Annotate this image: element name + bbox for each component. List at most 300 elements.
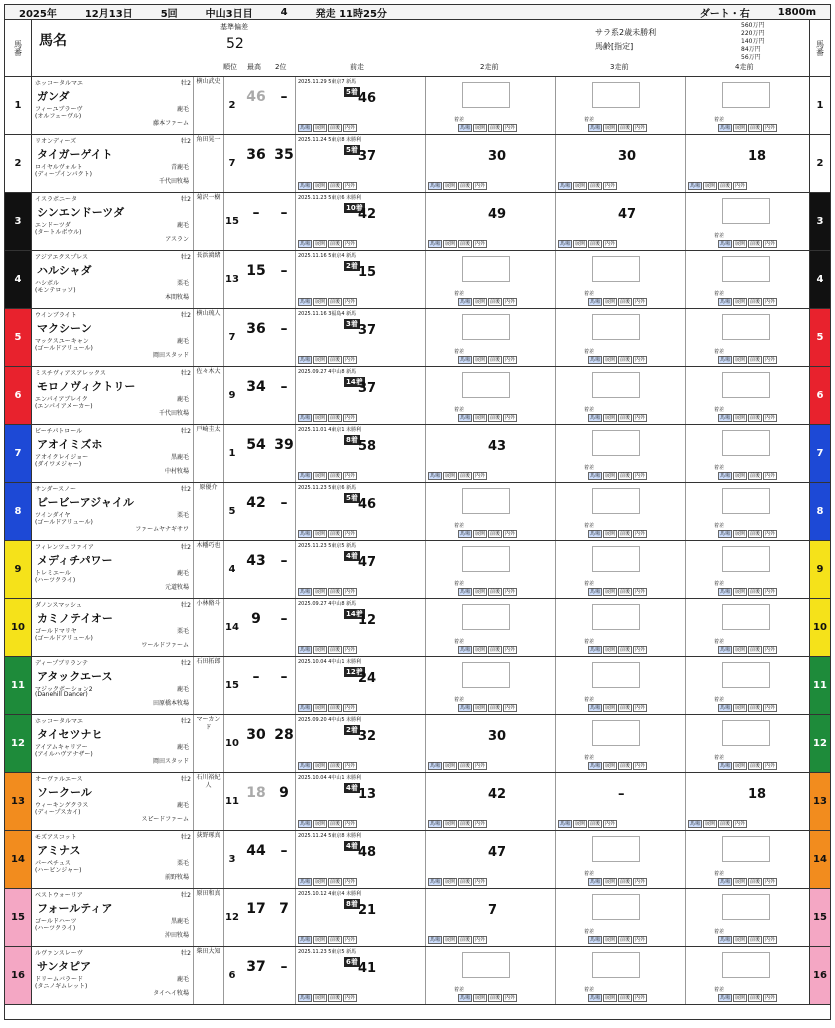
- prev3-cell: [555, 541, 685, 598]
- prev4-margin-label: 着差: [714, 581, 725, 587]
- prev3-margin-label: 着差: [584, 407, 595, 413]
- prev2-cell: [425, 715, 555, 772]
- breeder-name: 元道牧場: [164, 584, 189, 591]
- prev-tag-c: 前後: [330, 183, 341, 189]
- sire-name: リオンディーズ: [35, 138, 77, 145]
- prev-tag-c: 前後: [330, 995, 341, 1001]
- horse-name[interactable]: ハルシャダ: [37, 264, 92, 277]
- prev-tag-a: 馬場: [300, 183, 311, 189]
- prev2-tag-b: 展開: [445, 183, 456, 189]
- prev-tag-b: 展開: [315, 473, 326, 479]
- prev2-empty-box: [462, 952, 510, 978]
- broodmare-sire: (ハーツクライ): [35, 925, 76, 932]
- prev2-tag-d: 内外: [475, 763, 486, 769]
- prev4-margin-label: 着差: [714, 639, 725, 645]
- prev4-tag-c: 前後: [750, 125, 761, 131]
- prev4-tag-a: 馬場: [690, 183, 701, 189]
- horse-name[interactable]: モロノヴィクトリー: [37, 380, 136, 393]
- prev3-cell: [555, 367, 685, 424]
- prev3-tags: [588, 646, 647, 654]
- prev3-tag-b: 展開: [575, 183, 586, 189]
- prev4-tag-b: 展開: [735, 647, 746, 653]
- prev-index: 32: [358, 729, 377, 744]
- prev3-col-header: 3走前: [610, 63, 629, 71]
- prev2-tag-d: 内外: [505, 415, 516, 421]
- prev4-empty-box: [722, 82, 770, 108]
- prev3-cell: [555, 135, 685, 192]
- prev-tag-a: 馬場: [300, 531, 311, 537]
- prev4-cell: [685, 77, 812, 134]
- prev3-tag-b: 展開: [605, 299, 616, 305]
- breeder-name: アスラン: [165, 236, 189, 243]
- prev4-tag-d: 内外: [765, 879, 776, 885]
- horse-name[interactable]: アタックエース: [37, 670, 113, 683]
- prev4-empty-box: [722, 546, 770, 572]
- prev-index: 13: [358, 787, 377, 802]
- rank-value: 1: [223, 425, 240, 482]
- horse-name[interactable]: アオイミズホ: [37, 438, 103, 451]
- prev2-tag-d: 内外: [505, 995, 516, 1001]
- prev3-tag-b: 展開: [605, 705, 616, 711]
- prev2-cell: [425, 773, 555, 830]
- prev-tag-a: 馬場: [300, 821, 311, 827]
- sire-name: オーヴァルエース: [35, 776, 83, 783]
- race-number: 4: [280, 6, 288, 18]
- broodmare-sire: (タートルボウル): [35, 229, 82, 236]
- prev-race-info: 2025.11.16 5東京4 新馬: [298, 253, 357, 259]
- race-track: ダート・右: [699, 8, 750, 20]
- prev3-tags: [588, 298, 647, 306]
- horse-info: [33, 309, 193, 366]
- prev2-tag-d: 内外: [505, 531, 516, 537]
- prev2-tags: [458, 588, 517, 596]
- horse-row: [5, 947, 830, 1005]
- second-index: –: [280, 611, 288, 627]
- prev4-tag-d: 内外: [765, 995, 776, 1001]
- prev4-margin-label: 着差: [714, 697, 725, 703]
- prev-race-info: 2025.11.24 5東京8 未勝利: [298, 833, 362, 839]
- horse-name[interactable]: シンエンドーツダ: [37, 206, 125, 219]
- prev4-tag-c: 前後: [750, 473, 761, 479]
- prev4-tag-b: 展開: [735, 937, 746, 943]
- jockey-name: 佐々木大: [193, 367, 223, 424]
- dam-name: トレミエール: [35, 570, 71, 577]
- prev2-tag-b: 展開: [445, 879, 456, 885]
- prize-2: 220万円: [741, 30, 765, 37]
- broodmare-sire: (アイルハヴアナザー): [35, 751, 93, 758]
- prev-finish: 8着: [346, 900, 358, 908]
- prev2-index: 7: [488, 903, 498, 918]
- horse-name[interactable]: サンタピア: [37, 960, 92, 973]
- prev-tag-b: 展開: [315, 589, 326, 595]
- prev-race-cell: [295, 599, 425, 656]
- prev-race-cell: [295, 309, 425, 366]
- prev3-tag-c: 前後: [620, 125, 631, 131]
- prev-finish: 2着: [346, 726, 358, 734]
- prev4-tag-c: 前後: [750, 647, 761, 653]
- prev-tag-a: 馬場: [300, 705, 311, 711]
- prev4-margin-label: 着差: [714, 233, 725, 239]
- dam-name: エンドーツダ: [35, 222, 71, 229]
- prev2-tag-b: 展開: [475, 357, 486, 363]
- prev3-empty-box: [592, 488, 640, 514]
- broodmare-sire: (ダイワメジャー): [35, 461, 82, 468]
- prev-race-cell: [295, 541, 425, 598]
- prev2-tag-c: 前後: [460, 763, 471, 769]
- prev-race-cell: [295, 715, 425, 772]
- horse-name[interactable]: メディチパワー: [37, 554, 113, 567]
- breeder-name: 千代田牧場: [158, 178, 189, 185]
- best-index: 15: [246, 263, 266, 279]
- prev4-col-header: 4走前: [735, 63, 754, 71]
- prev-tags: [298, 820, 357, 828]
- horse-info: [33, 135, 193, 192]
- prev2-empty-box: [462, 662, 510, 688]
- rank-value: 15: [223, 657, 240, 714]
- prev3-index: 47: [618, 207, 637, 222]
- prev2-tag-a: 馬場: [460, 589, 471, 595]
- prev4-tag-b: 展開: [735, 125, 746, 131]
- prev3-tag-a: 馬場: [590, 879, 601, 885]
- breeder-name: ワールドファーム: [141, 642, 189, 649]
- umaban-left: 5: [5, 309, 32, 366]
- umaban-right: 13: [809, 773, 830, 830]
- prev3-tag-c: 前後: [590, 183, 601, 189]
- prev3-tag-c: 前後: [620, 705, 631, 711]
- sire-name: サンダースノー: [35, 486, 76, 493]
- prev4-tag-a: 馬場: [720, 531, 731, 537]
- second-index: –: [280, 263, 288, 279]
- prev2-index: 30: [488, 149, 507, 164]
- prev-tag-b: 展開: [315, 125, 326, 131]
- prev2-tag-c: 前後: [460, 821, 471, 827]
- prev3-tag-a: 馬場: [590, 299, 601, 305]
- prev-tag-b: 展開: [315, 299, 326, 305]
- horse-name[interactable]: カミノテイオー: [37, 612, 113, 625]
- second-index: –: [280, 495, 288, 511]
- prev3-margin-label: 着差: [584, 581, 595, 587]
- prev3-empty-box: [592, 662, 640, 688]
- prev2-tag-b: 展開: [445, 763, 456, 769]
- prev4-tag-c: 前後: [750, 241, 761, 247]
- prev3-margin-label: 着差: [584, 639, 595, 645]
- horse-name[interactable]: タイガーゲイト: [37, 148, 113, 161]
- prev3-tag-d: 内外: [635, 647, 646, 653]
- prev2-col-header: 2走前: [480, 63, 499, 71]
- horse-info: [33, 77, 193, 134]
- horse-info: [33, 367, 193, 424]
- dam-name: マックスユーキャン: [35, 338, 89, 345]
- best-index: –: [252, 669, 260, 685]
- dam-name: ロイヤルヴォルト: [35, 164, 83, 171]
- prev4-index: 18: [748, 149, 767, 164]
- prev4-margin-label: 着差: [714, 407, 725, 413]
- prev-race-info: 2025.10.04 4中山1 未勝利: [298, 775, 362, 781]
- rank-value: 15: [223, 193, 240, 250]
- best-index: 18: [246, 785, 266, 801]
- prev-tag-d: 内外: [345, 937, 356, 943]
- prev4-tag-a: 馬場: [720, 937, 731, 943]
- sire-name: フィレンツェファイア: [35, 544, 94, 551]
- best-index: 36: [246, 147, 266, 163]
- prev4-cell: [685, 657, 812, 714]
- prev3-cell: [555, 193, 685, 250]
- prev4-cell: [685, 135, 812, 192]
- prev2-empty-box: [462, 372, 510, 398]
- prev2-index: 47: [488, 845, 507, 860]
- jockey-name: 長浜鴻緒: [193, 251, 223, 308]
- prev3-margin-label: 着差: [584, 987, 595, 993]
- prev-tag-d: 内外: [345, 299, 356, 305]
- prev2-tag-a: 馬場: [430, 183, 441, 189]
- horse-name[interactable]: アミナス: [37, 844, 81, 857]
- prev-tag-c: 前後: [330, 879, 341, 885]
- prev4-empty-box: [722, 604, 770, 630]
- prev4-tag-a: 馬場: [720, 473, 731, 479]
- coat-color: 鹿毛: [176, 396, 189, 403]
- prev2-tag-d: 内外: [505, 589, 516, 595]
- prev4-tags: [718, 414, 777, 422]
- jockey-name: 角田晃一: [193, 135, 223, 192]
- prev-tags: [298, 240, 357, 248]
- prev-race-cell: [295, 367, 425, 424]
- prev3-cell: [555, 599, 685, 656]
- breeder-name: 本間牧場: [164, 294, 189, 301]
- prev-index: 46: [358, 497, 377, 512]
- prev3-tag-d: 内外: [635, 531, 646, 537]
- prev-race-cell: [295, 193, 425, 250]
- prev4-tags: [718, 240, 777, 248]
- prev3-tags: [588, 588, 647, 596]
- prev4-tag-c: 前後: [750, 299, 761, 305]
- prev4-tag-b: 展開: [705, 183, 716, 189]
- prev3-tag-b: 展開: [605, 995, 616, 1001]
- prev2-index: 43: [488, 439, 507, 454]
- prev-finish: 2着: [346, 262, 358, 270]
- prev4-cell: [685, 193, 812, 250]
- prev4-cell: [685, 889, 812, 946]
- sex-age: 牡2: [181, 80, 191, 87]
- prev3-tag-a: 馬場: [590, 357, 601, 363]
- prev4-tag-c: 前後: [750, 589, 761, 595]
- prev2-tag-c: 前後: [490, 995, 501, 1001]
- horse-row: [5, 773, 830, 831]
- std-dev-label: 基準偏差: [220, 23, 248, 31]
- prev-finish: 8着: [346, 436, 358, 444]
- best-index: 37: [246, 959, 266, 975]
- prev3-tag-b: 展開: [605, 763, 616, 769]
- prev-tag-d: 内外: [345, 705, 356, 711]
- prev-tag-b: 展開: [315, 531, 326, 537]
- prev3-tags: [558, 182, 617, 190]
- prize-3: 140万円: [741, 38, 765, 45]
- umaban-right: 4: [809, 251, 830, 308]
- best-index: 30: [246, 727, 266, 743]
- horse-row: [5, 77, 830, 135]
- horse-info: [33, 599, 193, 656]
- prev3-margin-label: 着差: [584, 117, 595, 123]
- prev4-tags: [718, 936, 777, 944]
- prev2-cell: [425, 309, 555, 366]
- prev4-tag-a: 馬場: [720, 125, 731, 131]
- prev2-tag-a: 馬場: [460, 415, 471, 421]
- prev4-tag-c: 前後: [750, 995, 761, 1001]
- horse-name[interactable]: ソークール: [37, 786, 92, 799]
- prev-index: 42: [358, 207, 377, 222]
- horse-row: [5, 831, 830, 889]
- prev2-cell: [425, 483, 555, 540]
- best-index: 43: [246, 553, 266, 569]
- prev4-tag-d: 内外: [765, 473, 776, 479]
- prev-tag-a: 馬場: [300, 299, 311, 305]
- prev3-tag-a: 馬場: [590, 647, 601, 653]
- prev3-tags: [588, 878, 647, 886]
- breeder-name: 中村牧場: [164, 468, 189, 475]
- rank-value: 3: [223, 831, 240, 888]
- prev3-tag-d: 内外: [635, 473, 646, 479]
- prev3-index: –: [618, 787, 625, 802]
- rank-value: 10: [223, 715, 240, 772]
- horse-row: [5, 367, 830, 425]
- prev3-margin-label: 着差: [584, 929, 595, 935]
- prev2-tag-c: 前後: [490, 125, 501, 131]
- prev2-margin-label: 着差: [454, 697, 465, 703]
- prev3-cell: [555, 773, 685, 830]
- prev3-tag-c: 前後: [590, 241, 601, 247]
- prev3-tags: [558, 240, 617, 248]
- sex-age: 牡2: [181, 892, 191, 899]
- second-index: 35: [274, 147, 294, 163]
- prev3-tag-c: 前後: [590, 821, 601, 827]
- dam-name: アイアムキャリアー: [35, 744, 88, 751]
- best-index: 44: [246, 843, 266, 859]
- horse-name[interactable]: ビービーアジャイル: [37, 496, 134, 509]
- broodmare-sire: (タニノギムレット): [35, 983, 88, 990]
- prev-race-cell: [295, 425, 425, 482]
- prev3-margin-label: 着差: [584, 291, 595, 297]
- prev3-tags: [588, 994, 647, 1002]
- prev4-margin-label: 着差: [714, 291, 725, 297]
- umaban-right: 2: [809, 135, 830, 192]
- prev-tag-c: 前後: [330, 937, 341, 943]
- prev4-cell: [685, 947, 812, 1004]
- prev2-tag-b: 展開: [445, 821, 456, 827]
- umaban-right: 14: [809, 831, 830, 888]
- prev-tag-b: 展開: [315, 647, 326, 653]
- prev-tag-b: 展開: [315, 183, 326, 189]
- prev-tags: [298, 936, 357, 944]
- prev-tag-b: 展開: [315, 821, 326, 827]
- sire-name: モズアスコット: [35, 834, 77, 841]
- prev4-tag-d: 内外: [765, 241, 776, 247]
- dam-name: ハシボル: [35, 280, 60, 287]
- best-col-header: 最高: [247, 63, 261, 71]
- prev-race-info: 2025.11.23 5東京6 未勝利: [298, 195, 362, 201]
- prev3-tag-b: 展開: [605, 589, 616, 595]
- prev2-tag-d: 内外: [505, 357, 516, 363]
- dam-name: フィーユブラーヴ: [35, 106, 83, 113]
- prev4-tag-a: 馬場: [720, 705, 731, 711]
- prev3-tag-c: 前後: [620, 647, 631, 653]
- prev4-empty-box: [722, 488, 770, 514]
- prev4-tag-a: 馬場: [720, 995, 731, 1001]
- prev-tag-a: 馬場: [300, 879, 311, 885]
- prev3-margin-label: 着差: [584, 349, 595, 355]
- horse-info: [33, 425, 193, 482]
- umaban-right: 8: [809, 483, 830, 540]
- prev3-empty-box: [592, 604, 640, 630]
- prev4-tag-b: 展開: [735, 705, 746, 711]
- prev4-tag-a: 馬場: [720, 299, 731, 305]
- prev3-tag-c: 前後: [620, 879, 631, 885]
- sex-age: 牡2: [181, 428, 191, 435]
- jockey-name: 石田拓郎: [193, 657, 223, 714]
- horse-name[interactable]: フォールティア: [37, 902, 113, 915]
- prev-race-info: 2025.10.12 4東京4 未勝利: [298, 891, 362, 897]
- prev4-tag-c: 前後: [750, 937, 761, 943]
- coat-color: 鹿毛: [176, 338, 189, 345]
- prize-1: 560万円: [741, 22, 765, 29]
- prev4-tags: [718, 762, 777, 770]
- prev2-tag-a: 馬場: [430, 937, 441, 943]
- umaban-left: 15: [5, 889, 32, 946]
- prev2-tags: [458, 704, 517, 712]
- umaban-right: 9: [809, 541, 830, 598]
- sex-age: 牡2: [181, 602, 191, 609]
- prize-5: 56万円: [741, 54, 761, 61]
- horse-name[interactable]: ガンダ: [37, 90, 70, 103]
- broodmare-sire: (ディープインパクト): [35, 171, 92, 178]
- horse-name[interactable]: マクシーン: [37, 322, 92, 335]
- prev4-tags: [718, 994, 777, 1002]
- prev4-tag-d: 内外: [765, 125, 776, 131]
- prev-tag-d: 内外: [345, 473, 356, 479]
- rank-value: 11: [223, 773, 240, 830]
- column-header: [5, 20, 830, 77]
- prev3-tags: [588, 472, 647, 480]
- prev4-cell: [685, 309, 812, 366]
- umaban-right: 5: [809, 309, 830, 366]
- prev2-tag-b: 展開: [475, 531, 486, 537]
- prev-tag-d: 内外: [345, 183, 356, 189]
- prev2-tag-b: 展開: [475, 589, 486, 595]
- sire-name: ミスチヴィアスアレックス: [35, 370, 106, 377]
- prev3-tag-a: 馬場: [590, 995, 601, 1001]
- prev3-tag-d: 内外: [635, 415, 646, 421]
- coat-color: 鹿毛: [176, 976, 189, 983]
- sire-name: イスラボニータ: [35, 196, 77, 203]
- prev4-margin-label: 着差: [714, 755, 725, 761]
- prev2-empty-box: [462, 546, 510, 572]
- prev4-margin-label: 着差: [714, 523, 725, 529]
- sire-name: ビーチパトロール: [35, 428, 83, 435]
- horse-row: [5, 425, 830, 483]
- prev2-tags: [428, 936, 487, 944]
- prev4-tag-a: 馬場: [720, 241, 731, 247]
- prev-race-info: 2025.11.23 5東京5 新馬: [298, 543, 357, 549]
- umaban-left: 7: [5, 425, 32, 482]
- prev2-tags: [458, 646, 517, 654]
- prev3-empty-box: [592, 720, 640, 746]
- prev3-tag-b: 展開: [575, 241, 586, 247]
- race-info: [595, 26, 656, 54]
- race-distance: 1800m: [777, 6, 816, 18]
- sex-age: 牡2: [181, 834, 191, 841]
- prev2-tags: [428, 472, 487, 480]
- prev-index: 15: [358, 265, 377, 280]
- horse-name[interactable]: タイセツナヒ: [37, 728, 103, 741]
- prev-tag-c: 前後: [330, 589, 341, 595]
